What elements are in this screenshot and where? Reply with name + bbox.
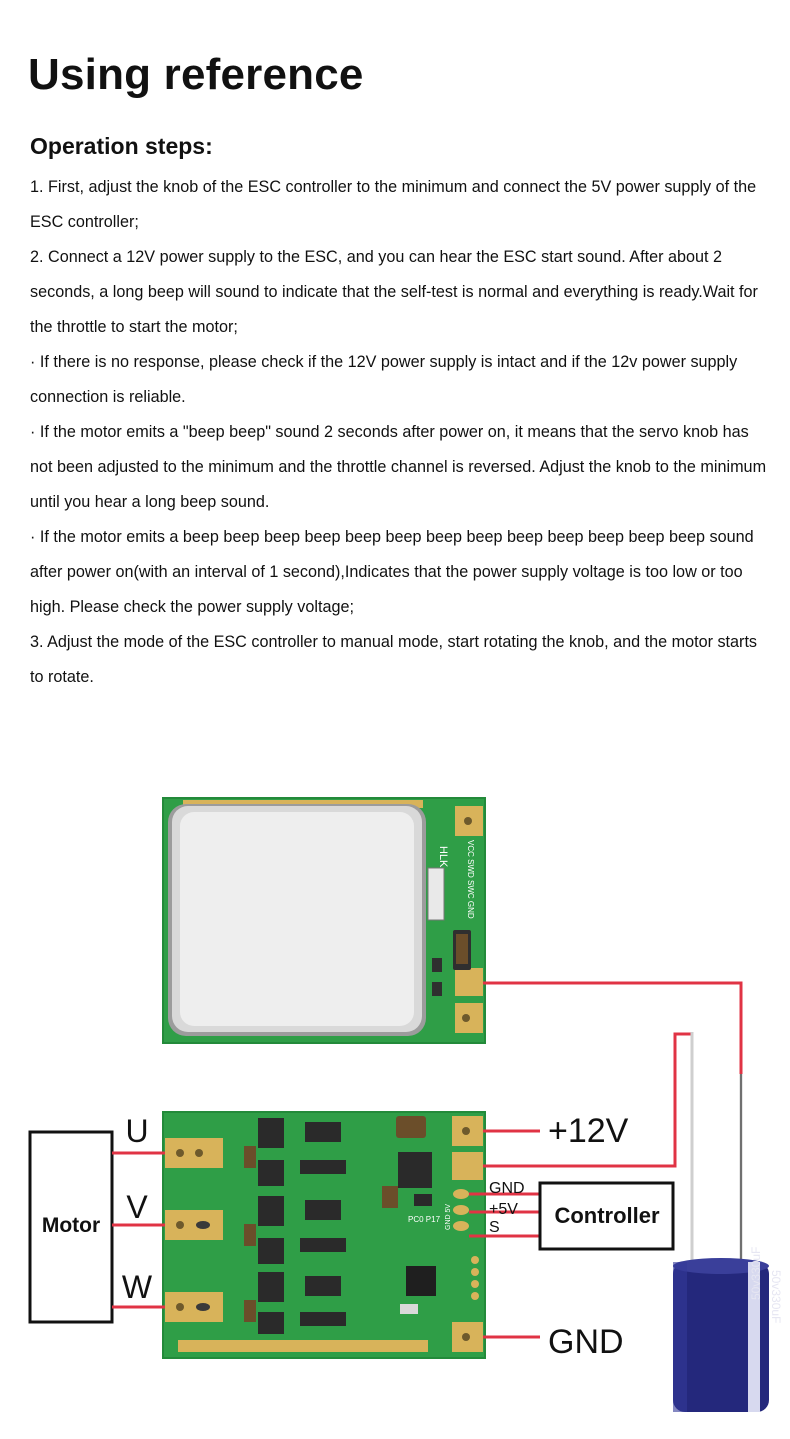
wiring-diagram [0, 780, 790, 1439]
motor-label: Motor [41, 1214, 101, 1237]
pad-w [165, 1292, 223, 1322]
section-heading: Operation steps: [30, 133, 213, 159]
phase-v-label: V [126, 1189, 148, 1225]
note-voltage: · If the motor emits a beep beep beep beep beep beep beep beep beep beep beep beep beep sound after power on(with an interval of 1 second),Indicates that the power supply voltage is too low or too high. Please check the power supply voltage; [30, 528, 754, 616]
power-12v-label: +12V [548, 1112, 629, 1150]
capacitor-rating-front: 50v330uF [749, 1246, 763, 1300]
note-no-response: · If there is no response, please check if the 12V power supply is intact and if the 12v power supply connection is reliable. [30, 353, 738, 406]
note-beep-beep: · If the motor emits a "beep beep" sound 2 seconds after power on, it means that the servo knob has not been adjusted to the minimum and the throttle channel is reversed. Adjust the knob to the minimum until you hear a long beep sound. [30, 423, 767, 511]
step-1: 1. First, adjust the knob of the ESC controller to the minimum and connect the 5V power supply of the ESC controller; [30, 178, 757, 231]
step-3: 3. Adjust the mode of the ESC controller to manual mode, start rotating the knob, and the motor starts to rotate. [30, 633, 758, 686]
power-gnd-label: GND [548, 1323, 624, 1361]
controller-label: Controller [554, 1203, 660, 1228]
phase-u-label: U [125, 1113, 149, 1149]
esc-board-top-view [163, 798, 485, 1043]
capacitor-leads [692, 1032, 741, 1265]
esc-board-component-view [163, 1112, 485, 1358]
phase-w-label: W [121, 1269, 153, 1305]
pin-s-label: S [489, 1219, 500, 1236]
mcu-chip [406, 1266, 436, 1296]
pad-v [165, 1210, 223, 1240]
page-title: Using reference [28, 50, 364, 99]
pad-u [165, 1138, 223, 1168]
operation-steps [30, 170, 775, 695]
bottom-silk-power: GND 5V [445, 1203, 452, 1230]
bottom-silk-pins: PC0 P17 [408, 1215, 441, 1224]
pin-5v-label: +5V [489, 1201, 518, 1218]
top-silk-pins: VCC SWD SWC GND [466, 840, 475, 919]
capacitor [673, 1247, 783, 1412]
step-2: 2. Connect a 12V power supply to the ESC, and you can hear the ESC start sound. After about 2 seconds, a long beep will sound to indicate that the self-test is normal and everything is ready.Wait for the throttle to start the motor; [30, 248, 758, 336]
capacitor-rating-side: 50v330uF [769, 1270, 783, 1324]
pin-gnd-label: GND [489, 1180, 525, 1197]
top-silk-label: HLK [437, 846, 449, 868]
